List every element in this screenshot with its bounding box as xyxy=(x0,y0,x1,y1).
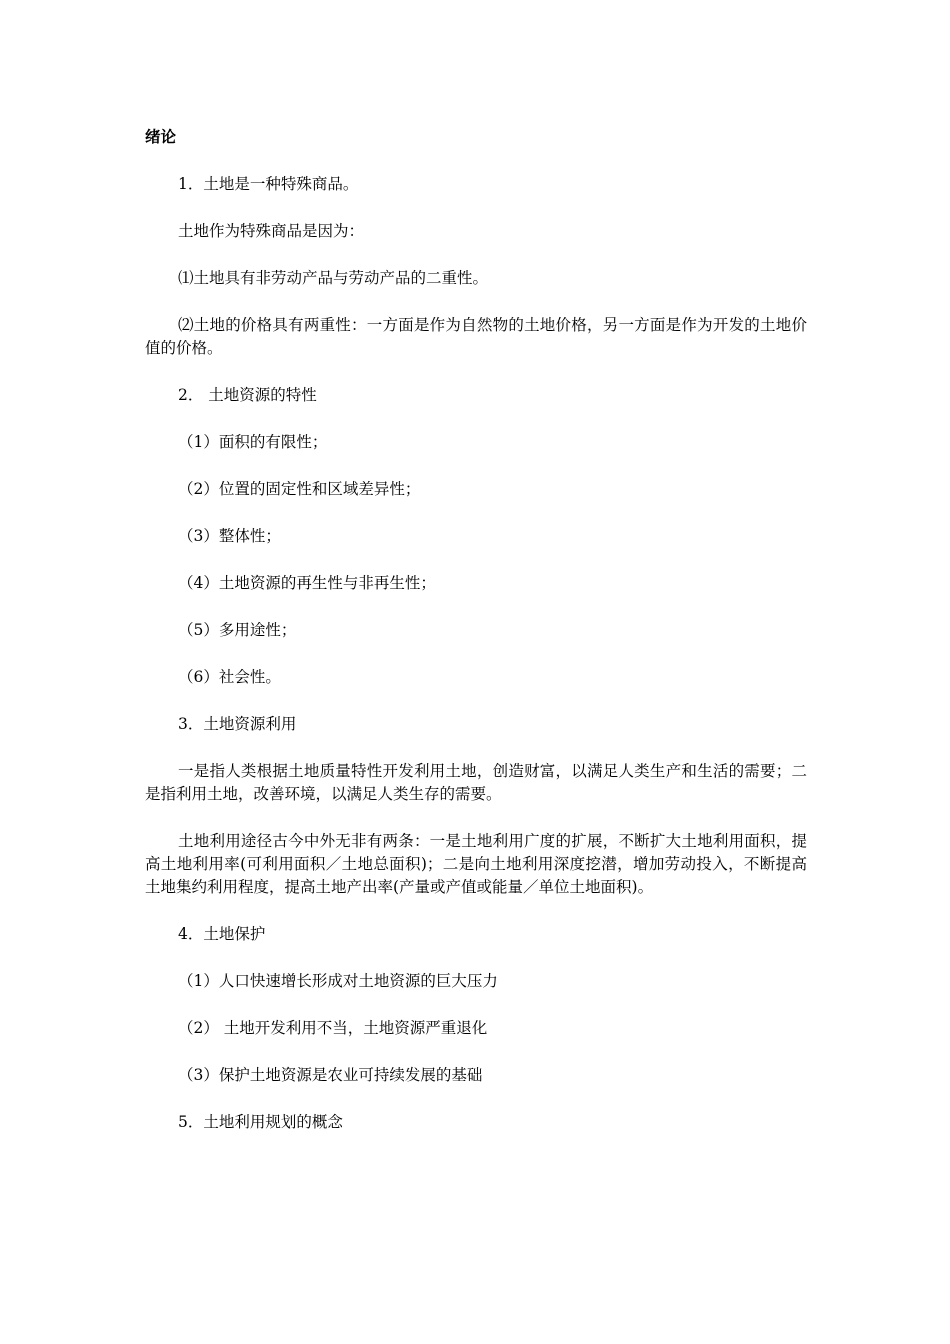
paragraph: 土地利用途径古今中外无非有两条：一是土地利用广度的扩展，不断扩大土地利用面积，提高土地利用率(可利用面积／土地总面积)；二是向土地利用深度挖潜，增加劳动投入，不断提高土地集约利用程度，提高土地产出率(产量或产值或能量／单位土地面积)。 xyxy=(145,832,807,896)
document-body xyxy=(145,126,807,1158)
paragraph: 土地作为特殊商品是因为： xyxy=(178,222,365,240)
section-heading-3: 3．土地资源利用 xyxy=(178,715,297,733)
list-item: （3）保护土地资源是农业可持续发展的基础 xyxy=(178,1066,483,1084)
list-item: （2）位置的固定性和区域差异性； xyxy=(178,480,421,498)
list-item: （2） 土地开发利用不当，土地资源严重退化 xyxy=(178,1019,488,1037)
list-item: （4）土地资源的再生性与非再生性； xyxy=(178,574,436,592)
paragraph: 一是指人类根据土地质量特性开发利用土地，创造财富，以满足人类生产和生活的需要；二是指利用土地，改善环境，以满足人类生存的需要。 xyxy=(145,762,807,803)
section-heading-5: 5．土地利用规划的概念 xyxy=(178,1113,343,1131)
list-item: （1）面积的有限性； xyxy=(178,433,328,451)
list-item: ⑴土地具有非劳动产品与劳动产品的二重性。 xyxy=(178,269,489,287)
list-item: ⑵土地的价格具有两重性：一方面是作为自然物的土地价格，另一方面是作为开发的土地价值的价格。 xyxy=(145,316,807,357)
list-item: （5）多用途性； xyxy=(178,621,297,639)
section-heading-1: 1．土地是一种特殊商品。 xyxy=(178,175,359,193)
document-title: 绪论 xyxy=(145,128,177,146)
list-item: （6）社会性。 xyxy=(178,668,281,686)
list-item: （3）整体性； xyxy=(178,527,281,545)
section-heading-2: 2． 土地资源的特性 xyxy=(178,386,317,404)
list-item: （1）人口快速增长形成对土地资源的巨大压力 xyxy=(178,972,498,990)
section-heading-4: 4．土地保护 xyxy=(178,925,266,943)
